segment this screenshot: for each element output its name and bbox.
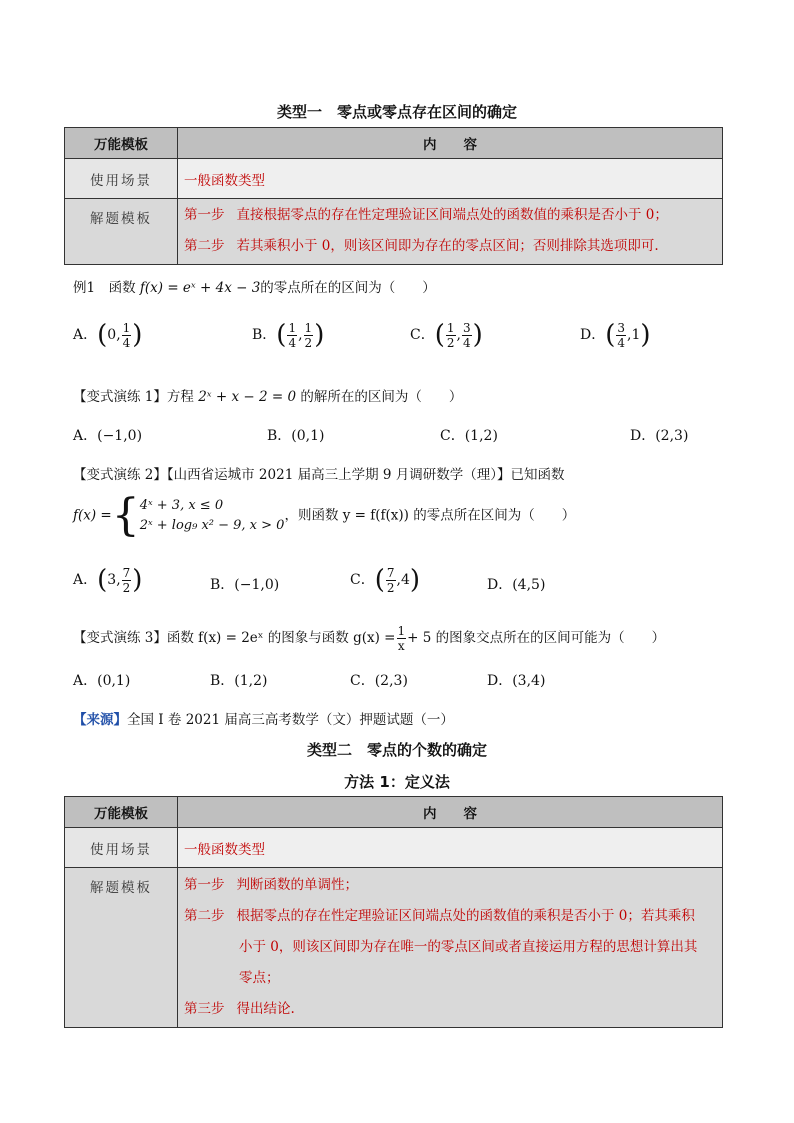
table1-step2: 第二步 若其乘积小于 0，则该区间即为存在的零点区间；否则排除其选项即可.	[184, 238, 659, 254]
variant3-question: 【变式演练 3】函数 f(x) = 2eˣ 的图象与函数 g(x) = $\frac{1}{x}$ + 5 的图象交点所在的区间可能为（ ）	[73, 624, 666, 653]
variant1-option-b[interactable]: B．(0,1)	[267, 428, 325, 444]
variant2-case1: 4ˣ + 3, x ≤ 0	[139, 498, 224, 513]
table2-step1: 第一步 判断函数的单调性；	[184, 877, 358, 893]
table2-step2: 第二步 根据零点的存在性定理验证区间端点处的函数值的乘积是否小于 0；若其乘积	[184, 908, 695, 924]
variant3-option-d[interactable]: D．(3,4)	[487, 673, 546, 689]
table2-header-right: 内 容	[178, 797, 723, 828]
variant1-option-d[interactable]: D．(2,3)	[630, 428, 689, 444]
variant3-option-a[interactable]: A．(0,1)	[73, 673, 131, 689]
variant1-question: 【变式演练 1】方程 2ˣ + x − 2 = 0 的解所在的区间为（ ）	[73, 389, 463, 405]
table1-row1-text: 一般函数类型	[178, 159, 723, 199]
variant1-option-c[interactable]: C．(1,2)	[440, 428, 498, 444]
template-table-1	[64, 127, 723, 265]
variant2-question: 【变式演练 2】【山西省运城市 2021 届高三上学期 9 月调研数学（理）】已知函数	[73, 467, 565, 483]
table1-row1-label: 使用场景	[65, 159, 178, 199]
variant1-option-a[interactable]: A．(−1,0)	[73, 428, 143, 444]
table1-header-right: 内 容	[178, 128, 723, 159]
variant3-option-b[interactable]: B．(1,2)	[210, 673, 268, 689]
variant3-source: 【来源】全国 I 卷 2021 届高三高考数学（文）押题试题（一）	[73, 712, 454, 728]
variant2-function: f(x) ={4ˣ + 3, x ≤ 0 2ˣ + log₉ x² − 9, x > 0，则函数 y = f(f(x)) 的零点所在区间为（ ）	[73, 490, 576, 541]
example1-option-a[interactable]: A．(0, $\frac{1}{4}$ )	[73, 320, 143, 350]
table2-step2-cont1: 小于 0，则该区间即为存在唯一的零点区间或者直接运用方程的思想计算出其	[239, 939, 698, 955]
table1-step1: 第一步 直接根据零点的存在性定理验证区间端点处的函数值的乘积是否小于 0；	[184, 207, 668, 223]
variant3-option-c[interactable]: C．(2,3)	[350, 673, 408, 689]
variant2-case2: 2ˣ + log₉ x² − 9, x > 0	[139, 518, 285, 533]
table1-row2-content	[178, 199, 723, 265]
table2-step2-cont2: 零点；	[239, 970, 280, 986]
table2-row2-content	[178, 868, 723, 1028]
table2-header-left: 万能模板	[65, 797, 178, 828]
table2-row2-label: 解题模板	[65, 868, 178, 1028]
section1-title: 类型一 零点或零点存在区间的确定	[276, 103, 517, 121]
example1-option-c[interactable]: C．( $\frac{1}{2}$ , $\frac{3}{4}$ )	[410, 320, 483, 350]
variant2-option-d[interactable]: D．(4,5)	[487, 577, 546, 593]
section2-subtitle: 方法 1：定义法	[344, 773, 450, 791]
example1-option-d[interactable]: D．( $\frac{3}{4}$ ,1)	[580, 320, 651, 350]
table1-row2-label: 解题模板	[65, 199, 178, 265]
example1-expression: f(x) = eˣ + 4x − 3	[139, 280, 261, 296]
template-table-2	[64, 796, 723, 1028]
variant2-option-a[interactable]: A．(3, $\frac{7}{2}$ )	[73, 565, 143, 595]
table2-row1-label: 使用场景	[65, 828, 178, 868]
variant2-option-b[interactable]: B．(−1,0)	[210, 577, 280, 593]
variant2-option-c[interactable]: C．( $\frac{7}{2}$ ,4)	[350, 565, 421, 595]
table2-step3: 第三步 得出结论.	[184, 1001, 295, 1017]
table2-row1-text: 一般函数类型	[178, 828, 723, 868]
example1-question: 例1 函数 f(x) = eˣ + 4x − 3的零点所在的区间为（ ）	[73, 280, 436, 296]
table1-header-left: 万能模板	[65, 128, 178, 159]
section2-title: 类型二 零点的个数的确定	[306, 741, 487, 759]
example1-option-b[interactable]: B．( $\frac{1}{4}$ , $\frac{1}{2}$ )	[252, 320, 325, 350]
